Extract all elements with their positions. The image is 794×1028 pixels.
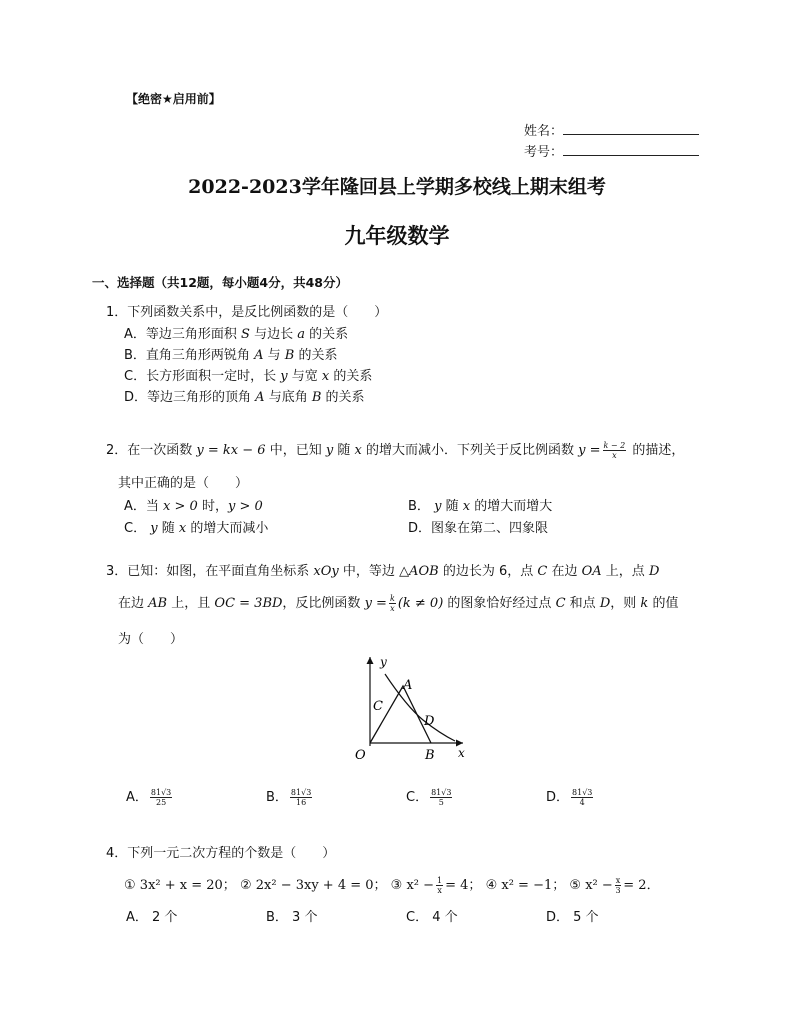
q2-stem-line2: 其中正确的是（ ）	[118, 476, 249, 491]
exam-no-blank[interactable]	[563, 143, 699, 156]
q2-option-c[interactable]: C． y 随 x 的增大而减小	[124, 521, 269, 536]
label-o: O	[355, 748, 366, 762]
name-field[interactable]	[524, 120, 699, 139]
name-label: 姓名：	[524, 124, 564, 139]
q1-option-b[interactable]: B．直角三角形两锐角 A 与 B 的关系	[124, 348, 338, 363]
label-d: D	[424, 714, 435, 729]
q2-option-d[interactable]: D．图象在第二、四象限	[408, 521, 549, 536]
q2-option-b[interactable]: B． y 随 x 的增大而增大	[408, 499, 553, 514]
page-subtitle: 九年级数学	[344, 223, 450, 248]
q1-option-d[interactable]: D．等边三角形的顶角 A 与底角 B 的关系	[124, 390, 365, 405]
q3-stem-line1: 3．已知：如图，在平面直角坐标系 xOy 中，等边 △AOB 的边长为 6，点 C 在边 OA 上，点 D	[106, 564, 660, 579]
name-blank[interactable]	[563, 122, 699, 135]
exam-no-label: 考号：	[524, 145, 564, 160]
q2-stem-line1: 2．在一次函数 y = kx − 6 中，已知 y 随 x 的增大而减小．下列关于反比例函数 y = $\frac{k - 2}{x}$ 的描述，	[106, 441, 685, 460]
q3-option-a[interactable]: A． $\frac{81√3}{25}$	[126, 788, 172, 807]
q3-stem-line2: 在边 AB 上，且 OC = 3BD，反比例函数 y = $\frac{k}{x}$ (k ≠ 0) 的图象恰好经过点 C 和点 D，则 k 的值	[118, 594, 679, 613]
q1-option-a[interactable]: A．等边三角形面积 S 与边长 a 的关系	[124, 327, 349, 342]
q1-stem: 1．下列函数关系中，是反比例函数的是（ ）	[106, 305, 388, 320]
label-x: x	[458, 746, 465, 760]
q3-option-d[interactable]: D． $\frac{81√3}{4}$	[546, 788, 593, 807]
confidential-mark: 【绝密★启用前】	[126, 92, 221, 106]
q3-option-b[interactable]: B． $\frac{81√3}{16}$	[266, 788, 312, 807]
q4-option-c[interactable]: C． 4 个	[406, 910, 458, 925]
q4-option-a[interactable]: A． 2 个	[126, 910, 178, 925]
q3-option-c[interactable]: C． $\frac{81√3}{5}$	[406, 788, 452, 807]
q2-option-a[interactable]: A．当 x > 0 时，y > 0	[124, 499, 263, 514]
label-a: A	[403, 678, 413, 693]
exam-no-field[interactable]	[524, 141, 699, 160]
q3-figure	[345, 650, 475, 762]
page-title: 2022-2023学年隆回县上学期多校线上期末组考	[188, 176, 606, 198]
section-heading: 一、选择题（共12题，每小题4分，共48分）	[92, 275, 348, 290]
q4-equations: ① 3x² + x = 20； ② 2x² − 3xy + 4 = 0； ③ x² − $\frac{1}{x}$ = 4； ④ x² = −1； ⑤ x² − $\frac{x}{3}$ = 2．	[124, 876, 660, 895]
q4-stem: 4．下列一元二次方程的个数是（ ）	[106, 846, 336, 861]
label-c: C	[373, 699, 383, 714]
q4-option-d[interactable]: D． 5 个	[546, 910, 599, 925]
hyperbola-curve	[385, 674, 455, 741]
q3-stem-line3: 为（ ）	[118, 632, 184, 647]
q2-fraction: $\frac{k - 2}{x}$	[603, 441, 626, 460]
triangle-aob	[370, 686, 431, 743]
q1-option-c[interactable]: C．长方形面积一定时，长 y 与宽 x 的关系	[124, 369, 373, 384]
label-y: y	[380, 655, 387, 669]
q4-option-b[interactable]: B． 3 个	[266, 910, 318, 925]
label-b: B	[425, 748, 435, 762]
